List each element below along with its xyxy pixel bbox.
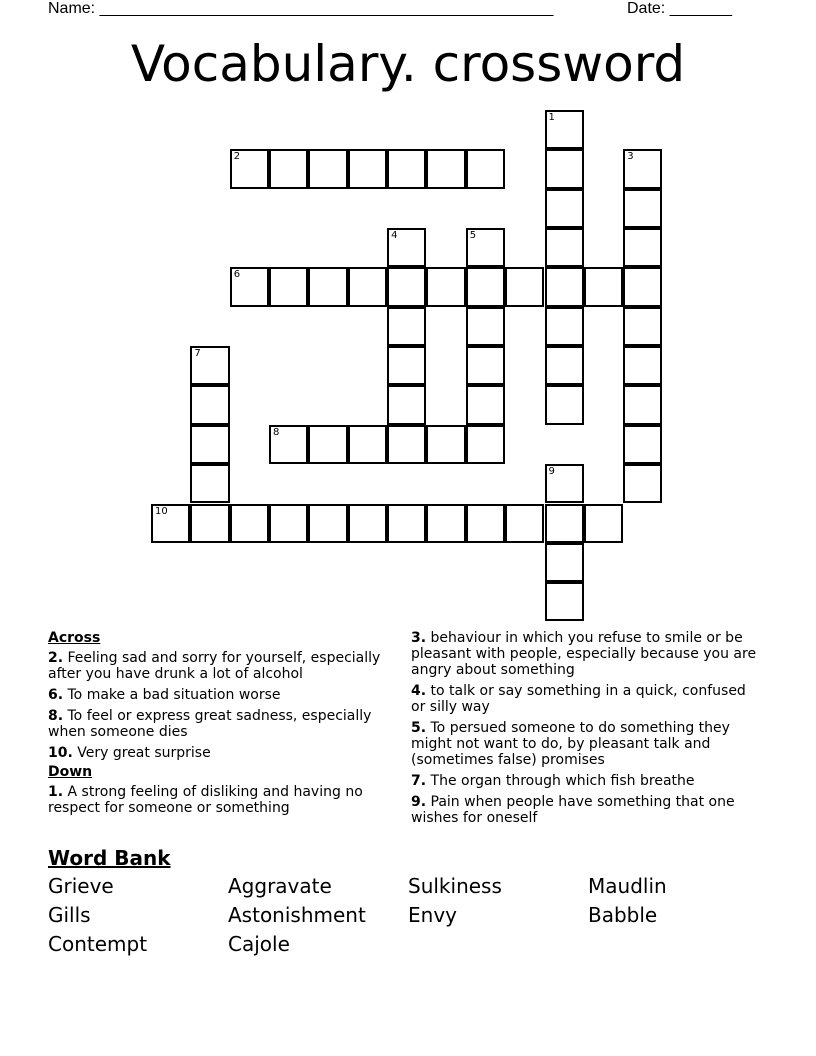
grid-cell[interactable] [308, 425, 347, 464]
clue-number: 7 [194, 348, 201, 360]
clue-number: 3 [627, 151, 634, 163]
clue-text: To feel or express great sadness, especially when someone dies [48, 708, 372, 740]
clue-item [411, 794, 761, 826]
clue-number: 6 [233, 269, 241, 281]
grid-cell[interactable] [584, 267, 623, 306]
grid-cell[interactable] [308, 149, 347, 188]
clue-number: 9. [411, 794, 427, 810]
grid-cell[interactable] [545, 228, 584, 267]
grid-cell[interactable] [466, 385, 505, 424]
grid-cell[interactable] [387, 149, 426, 188]
grid-cell[interactable] [308, 504, 347, 543]
grid-cell[interactable] [505, 504, 544, 543]
down-heading: Down [48, 764, 93, 780]
grid-cell[interactable] [269, 267, 308, 306]
page-title: Vocabulary. crossword [130, 35, 686, 93]
clue-number: 6. [48, 687, 64, 703]
grid-cell[interactable] [151, 504, 190, 543]
word-bank-word: Gills [48, 903, 91, 927]
clue-item [411, 773, 761, 789]
grid-cell[interactable] [190, 346, 229, 385]
clue-number: 2 [233, 151, 241, 163]
grid-cell[interactable] [584, 504, 623, 543]
across-heading: Across [48, 630, 101, 646]
clue-item [48, 708, 403, 740]
grid-cell[interactable] [348, 149, 387, 188]
clue-item [411, 630, 761, 678]
clue-number: 8. [48, 708, 64, 724]
grid-cell[interactable] [545, 307, 584, 346]
clue-number: 7. [411, 773, 427, 789]
clue-text: to talk or say something in a quick, confused or silly way [411, 683, 746, 715]
grid-cell[interactable] [269, 149, 308, 188]
grid-cell[interactable] [545, 464, 584, 503]
clue-text: To make a bad situation worse [63, 687, 281, 703]
grid-cell[interactable] [623, 385, 662, 424]
clue-number: 4 [391, 230, 398, 242]
grid-cell[interactable] [348, 504, 387, 543]
word-bank-heading: Word Bank [48, 846, 171, 870]
clue-text: Very great surprise [72, 745, 211, 761]
grid-cell[interactable] [387, 307, 426, 346]
clue-text: Feeling sad and sorry for yourself, especially after you have drunk a lot of alcohol [48, 650, 381, 682]
clue-number: 5 [469, 230, 477, 242]
grid-cell[interactable] [545, 543, 584, 582]
grid-cell[interactable] [545, 504, 584, 543]
across-clue-list [48, 650, 403, 761]
grid-cell[interactable] [308, 267, 347, 306]
word-bank-word: Astonishment [228, 903, 366, 927]
clue-item [48, 687, 403, 703]
name-field-label: Name: ___________________________________________________ [48, 0, 554, 17]
grid-cell[interactable] [426, 149, 465, 188]
grid-cell[interactable] [387, 228, 426, 267]
clue-text: A strong feeling of disliking and having no respect for someone or something [48, 784, 363, 816]
grid-cell[interactable] [426, 425, 465, 464]
grid-cell[interactable] [545, 582, 584, 621]
grid-cell[interactable] [623, 189, 662, 228]
grid-cell[interactable] [230, 504, 269, 543]
clue-number: 10. [48, 745, 73, 761]
clue-item [48, 784, 403, 816]
grid-cell[interactable] [387, 385, 426, 424]
grid-cell[interactable] [387, 346, 426, 385]
clue-number: 1. [48, 784, 64, 800]
grid-cell[interactable] [623, 425, 662, 464]
grid-cell[interactable] [269, 425, 308, 464]
grid-cell[interactable] [466, 149, 505, 188]
grid-cell[interactable] [623, 464, 662, 503]
grid-cell[interactable] [466, 228, 505, 267]
grid-cell[interactable] [269, 504, 308, 543]
grid-cell[interactable] [348, 425, 387, 464]
grid-cell[interactable] [348, 267, 387, 306]
clue-item [48, 650, 403, 682]
grid-cell[interactable] [387, 504, 426, 543]
clue-item [48, 745, 403, 761]
clues-right-column [411, 630, 761, 831]
grid-cell[interactable] [466, 267, 505, 306]
grid-cell[interactable] [190, 385, 229, 424]
clue-item [411, 720, 761, 768]
word-bank-word: Aggravate [228, 874, 332, 898]
down-clue-list-continued [411, 630, 761, 826]
grid-cell[interactable] [545, 189, 584, 228]
grid-cell[interactable] [387, 267, 426, 306]
grid-cell[interactable] [623, 307, 662, 346]
clues-left-column [48, 630, 403, 821]
word-bank-word: Sulkiness [408, 874, 502, 898]
grid-cell[interactable] [623, 346, 662, 385]
clue-number: 10 [155, 505, 168, 517]
clue-number: 4. [411, 683, 427, 699]
grid-cell[interactable] [505, 267, 544, 306]
grid-cell[interactable] [623, 149, 662, 188]
grid-cell[interactable] [466, 307, 505, 346]
grid-cell[interactable] [426, 267, 465, 306]
grid-cell[interactable] [230, 149, 269, 188]
word-bank [48, 874, 768, 956]
grid-cell[interactable] [190, 425, 229, 464]
clue-number: 9 [548, 466, 555, 478]
word-bank-word: Envy [408, 903, 457, 927]
clue-item [411, 683, 761, 715]
word-bank-word: Cajole [228, 932, 290, 956]
clue-number: 2. [48, 650, 64, 666]
grid-cell[interactable] [190, 504, 229, 543]
clue-number: 5. [411, 720, 427, 736]
clue-number: 8 [273, 426, 280, 438]
grid-cell[interactable] [387, 425, 426, 464]
word-bank-word: Grieve [48, 874, 114, 898]
grid-cell[interactable] [230, 267, 269, 306]
clue-number: 3. [411, 630, 427, 646]
grid-cell[interactable] [466, 504, 505, 543]
grid-cell[interactable] [545, 110, 584, 149]
grid-cell[interactable] [545, 267, 584, 306]
grid-cell[interactable] [426, 504, 465, 543]
grid-cell[interactable] [466, 346, 505, 385]
grid-cell[interactable] [545, 346, 584, 385]
grid-cell[interactable] [545, 385, 584, 424]
clue-text: To persued someone to do something they might not want to do, by pleasant talk and (sometimes false) promises [411, 720, 730, 768]
grid-cell[interactable] [545, 149, 584, 188]
word-bank-word: Maudlin [588, 874, 667, 898]
clue-text: Pain when people have something that one wishes for oneself [411, 794, 735, 826]
word-bank-word: Contempt [48, 932, 148, 956]
word-bank-word: Babble [588, 903, 658, 927]
clue-text: The organ through which fish breathe [426, 773, 695, 789]
grid-cell[interactable] [466, 425, 505, 464]
date-field-label: Date: _______ [627, 0, 732, 17]
grid-cell[interactable] [623, 228, 662, 267]
clue-text: behaviour in which you refuse to smile or be pleasant with people, especially because you are angry about something [411, 630, 757, 678]
clue-number: 1 [548, 112, 555, 123]
grid-cell[interactable] [190, 464, 229, 503]
down-clue-list [48, 784, 403, 816]
grid-cell[interactable] [623, 267, 662, 306]
